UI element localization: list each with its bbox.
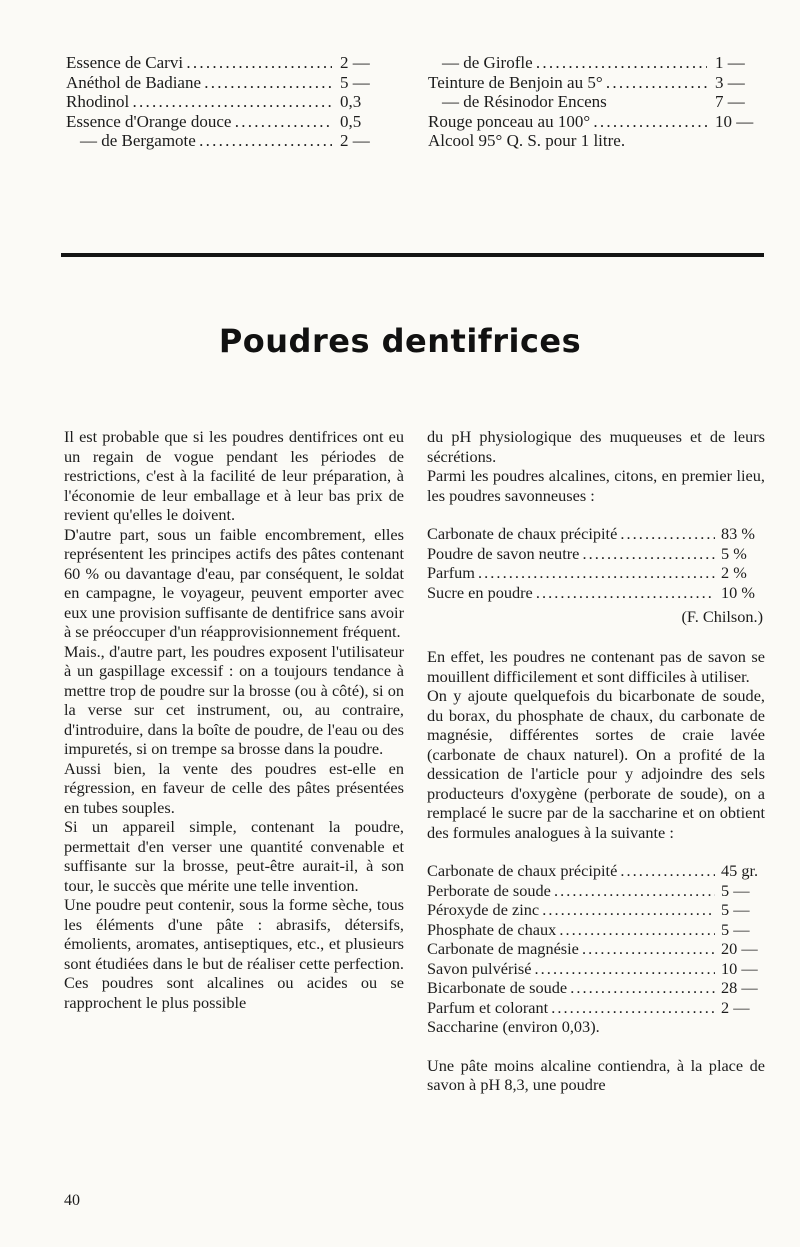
recipe-line: Anéthol de Badiane . . . 5 — bbox=[66, 73, 394, 93]
paragraph: Une pâte moins alcaline contiendra, à la place de savon à pH 8,3, une poudre bbox=[427, 1055, 765, 1094]
paragraph: D'autre part, sous un faible encombrement, elles représentent les principes actifs des pâtes contenant 60 % ou davantage d'eau, par conséquent, le soldat en campagne, le voyageur, peuvent emporter avec eux une provision suffisante de dentifrice sans avoir à se préoccuper d'un réapprovisionnement fréquent. bbox=[64, 524, 404, 641]
recipe-line: Rhodinol . . . 0,3 bbox=[66, 92, 394, 112]
recipe-line: Teinture de Benjoin au 5° . . . 3 — bbox=[428, 73, 763, 93]
recipe-line: Essence d'Orange douce . . . 0,5 bbox=[66, 112, 394, 132]
paragraph: Une poudre peut contenir, sous la forme sèche, tous les éléments d'une pâte : abrasifs, détersifs, émolients, aromates, antiseptiques, etc., et plusieurs sont étudiées dans le but de réaliser cette perfection. Ces poudres sont alcalines ou acides ou se rapprochent le plus possible bbox=[64, 895, 404, 1012]
citation: (F. Chilson.) bbox=[681, 607, 763, 626]
recipe-line: Saccharine (environ 0,03). bbox=[427, 1017, 600, 1036]
recipe-line: Perborate de soude . . . 5 — bbox=[427, 881, 765, 901]
recipe-line: Phosphate de chaux . . . 5 — bbox=[427, 920, 765, 940]
recipe-line: Alcool 95° Q. S. pour 1 litre. bbox=[428, 131, 626, 150]
recipe-line: — de Girofle . . . 1 — bbox=[428, 53, 763, 73]
recipe-line: — de Bergamote . . . 2 — bbox=[66, 131, 394, 151]
paragraph: En effet, les poudres ne contenant pas de savon se mouillent difficilement et sont difficiles à utiliser. bbox=[427, 647, 765, 686]
recipe-line: Essence de Carvi . . . 2 — bbox=[66, 53, 394, 73]
recipe-line: Savon pulvérisé . . . 10 — bbox=[427, 959, 765, 979]
right-column bbox=[427, 427, 765, 1095]
recipe-table-perborate bbox=[427, 861, 765, 1037]
recipe-line: Carbonate de chaux précipité . . . 45 gr. bbox=[427, 861, 765, 881]
recipe-line: Bicarbonate de soude . . . 28 — bbox=[427, 978, 765, 998]
section-title: Poudres dentifrices bbox=[218, 322, 582, 360]
recipe-line: Parfum . . . 2 % bbox=[427, 563, 765, 583]
paragraph: Si un appareil simple, contenant la poudre, permettait d'en verser une quantité convenable et suffisante sur la brosse, peut-être aurait-il, à son tour, le succès que mérite une telle invention. bbox=[64, 817, 404, 895]
recipe-line: Carbonate de chaux précipité . . . 83 % bbox=[427, 524, 765, 544]
recipe-line: — de Résinodor Encens 7 — bbox=[442, 92, 745, 111]
left-column bbox=[64, 427, 404, 1012]
recipe-line: Sucre en poudre . . . 10 % bbox=[427, 583, 765, 603]
recipe-table-savonneuse bbox=[427, 524, 765, 602]
paragraph: Aussi bien, la vente des poudres est-elle en régression, en faveur de celle des pâtes présentées en tubes souples. bbox=[64, 758, 404, 817]
page-number: 40 bbox=[64, 1192, 80, 1209]
paragraph: On y ajoute quelquefois du bicarbonate de soude, du borax, du phosphate de chaux, du carbonate de magnésie, différentes sortes de craie lavée (carbonate de chaux naturel). On a profité de la dessication de l'article pour y adjoindre des sels producteurs d'oxygène (perborate de soude), on a remplacé le sucre par de la saccharine et on obtient des formules analogues à la suivante : bbox=[427, 686, 765, 842]
paragraph: Mais., d'autre part, les poudres exposent l'utilisateur à un gaspillage excessif : on a toujours tendance à mettre trop de poudre sur la brosse (ou à côté), si on la verse sur cet instrument, ou, au contraire, d'introduire, dans la boîte de poudre, de l'eau ou des impuretés, si on trempe sa brosse dans la poudre. bbox=[64, 641, 404, 758]
paragraph: du pH physiologique des muqueuses et de leurs sécrétions. bbox=[427, 427, 765, 466]
paragraph: Il est probable que si les poudres dentifrices ont eu un regain de vogue pendant les périodes de restrictions, c'est à la facilité de leur préparation, à l'économie de leur emballage et à leur bas prix de revient qu'elles le doivent. bbox=[64, 427, 404, 524]
top-recipe-right bbox=[428, 53, 763, 151]
recipe-line: Parfum et colorant . . . 2 — bbox=[427, 998, 765, 1018]
recipe-line: Rouge ponceau au 100° . . . 10 — bbox=[428, 112, 763, 132]
recipe-line: Poudre de savon neutre . . . 5 % bbox=[427, 544, 765, 564]
paragraph: Parmi les poudres alcalines, citons, en premier lieu, les poudres savonneuses : bbox=[427, 466, 765, 505]
section-divider bbox=[61, 253, 764, 257]
top-recipe-left bbox=[66, 53, 394, 151]
recipe-line: Péroxyde de zinc . . . 5 — bbox=[427, 900, 765, 920]
recipe-line: Carbonate de magnésie . . . 20 — bbox=[427, 939, 765, 959]
